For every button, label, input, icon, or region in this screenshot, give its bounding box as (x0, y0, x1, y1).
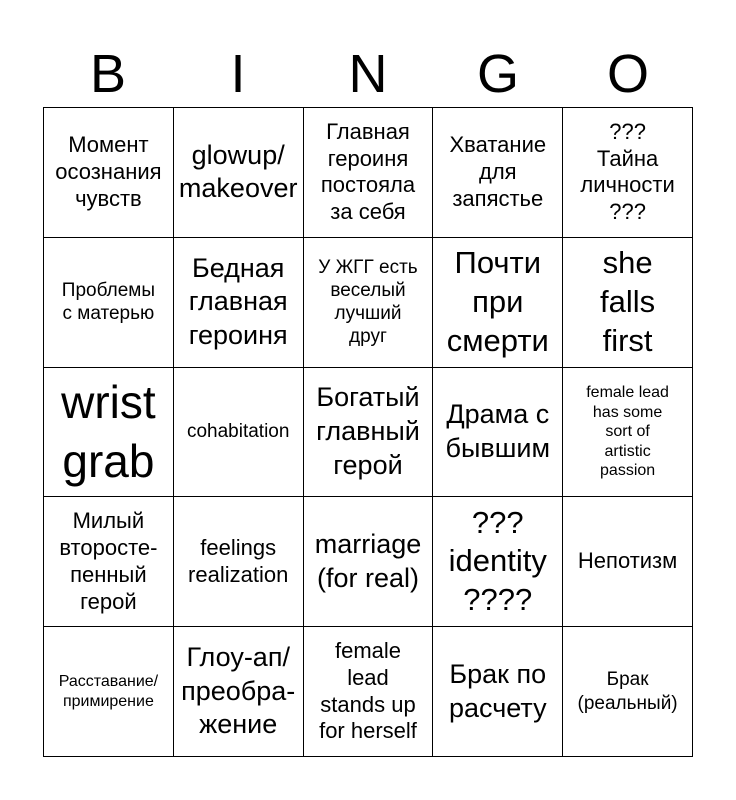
bingo-cell-text: Милый второсте- пенный герой (59, 508, 158, 614)
bingo-cell-r2-c5[interactable] (563, 238, 693, 368)
bingo-cell-r1-c4[interactable] (433, 108, 563, 238)
header-letter-g: G (476, 44, 519, 104)
header-letter-i: I (230, 44, 246, 104)
bingo-cell-text: Главная героиня постояла за себя (320, 118, 416, 225)
bingo-cell-text: Почти при смерти (446, 245, 549, 358)
bingo-cell-text: wrist grab (61, 376, 156, 487)
bingo-cell-r5-c4[interactable] (433, 627, 563, 757)
bingo-board (43, 107, 693, 757)
bingo-cell-r4-c5[interactable] (563, 497, 693, 627)
bingo-cell-r1-c1[interactable] (44, 108, 174, 238)
bingo-cell-text: cohabitation (186, 421, 290, 443)
bingo-cell-r3-c2[interactable] (174, 368, 304, 498)
bingo-cell-text: Брак по расчету (448, 658, 547, 723)
bingo-cell-r3-c3[interactable] (304, 368, 434, 498)
bingo-cell-r5-c2[interactable] (174, 627, 304, 757)
bingo-cell-text: feelings realization (188, 534, 289, 587)
bingo-cell-text: У ЖГГ есть веселый лучший друг (318, 256, 418, 348)
bingo-cell-text: she falls first (600, 245, 656, 358)
bingo-cell-text: Брак (реальный) (577, 669, 678, 714)
header-letter-o: O (606, 44, 649, 104)
bingo-cell-r4-c2[interactable] (174, 497, 304, 627)
bingo-cell-text: glowup/ makeover (178, 139, 298, 204)
bingo-cell-r2-c1[interactable] (44, 238, 174, 368)
bingo-cell-r4-c3[interactable] (304, 497, 434, 627)
bingo-cell-text: ??? identity ???? (448, 504, 547, 618)
bingo-cell-r3-c4[interactable] (433, 368, 563, 498)
bingo-cell-r3-c1[interactable] (44, 368, 174, 498)
header-letter-b: B (89, 44, 127, 104)
bingo-cell-r2-c3[interactable] (304, 238, 434, 368)
bingo-cell-text: Непотизм (577, 548, 678, 574)
bingo-cell-r5-c5[interactable] (563, 627, 693, 757)
bingo-cell-r4-c4[interactable] (433, 497, 563, 627)
bingo-cell-r1-c2[interactable] (174, 108, 304, 238)
bingo-cell-r4-c1[interactable] (44, 497, 174, 627)
bingo-cell-r5-c1[interactable] (44, 627, 174, 757)
bingo-cell-r1-c3[interactable] (304, 108, 434, 238)
bingo-cell-r3-c5[interactable] (563, 368, 693, 498)
bingo-cell-r5-c3[interactable] (304, 627, 434, 757)
bingo-cell-text: Момент осознания чувств (55, 132, 162, 211)
bingo-cell-r2-c4[interactable] (433, 238, 563, 368)
bingo-cell-r1-c5[interactable] (563, 108, 693, 238)
bingo-header (43, 40, 693, 108)
bingo-cell-text: Драма с бывшим (445, 399, 551, 463)
header-letter-n: N (348, 44, 388, 104)
bingo-cell-text: female lead has some sort of artistic passion (586, 384, 669, 480)
bingo-cell-text: Хватание для запястье (449, 132, 547, 211)
bingo-cell-text: Бедная главная героиня (188, 252, 288, 351)
bingo-cell-text: Богатый главный герой (316, 382, 420, 480)
bingo-cell-text: Расставание/ примирение (58, 673, 159, 710)
bingo-cell-text: Глоу-ап/ преобра- жение (181, 641, 296, 740)
bingo-cell-text: marriage (for real) (314, 529, 422, 593)
bingo-cell-text: ??? Тайна личности ??? (580, 118, 675, 225)
bingo-cell-text: Проблемы с матерью (61, 280, 155, 325)
bingo-cell-text: female lead stands up for herself (319, 637, 417, 744)
bingo-cell-r2-c2[interactable] (174, 238, 304, 368)
